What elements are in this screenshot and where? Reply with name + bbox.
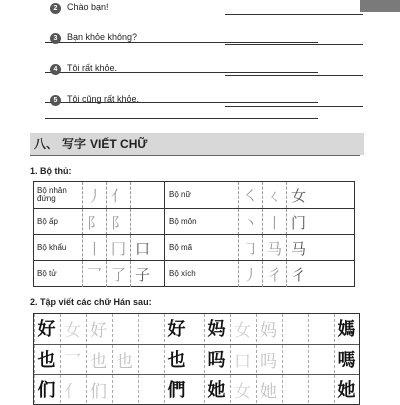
radical-row xyxy=(34,234,354,261)
item-text: Chào bạn! xyxy=(67,2,109,12)
item-number-badge: 5 xyxy=(50,95,61,106)
model-character: 们 xyxy=(34,375,58,403)
radical-label: Bộ môn xyxy=(169,216,197,226)
answer-line[interactable] xyxy=(225,75,363,76)
section-number: 八、 xyxy=(34,137,59,151)
stroke-cell[interactable]: 马 xyxy=(262,235,286,261)
stroke-cell[interactable]: 乛 xyxy=(82,261,106,287)
stroke-cell[interactable]: 阝 xyxy=(82,209,106,235)
section-rule xyxy=(30,155,360,156)
item-text: Bạn khỏe không? xyxy=(67,32,138,42)
practice-cell[interactable]: 好 xyxy=(86,314,110,342)
item-text: Tôi rất khỏe. xyxy=(67,63,118,73)
stroke-cell[interactable] xyxy=(130,182,154,208)
stroke-cell[interactable]: 彳 xyxy=(262,261,286,287)
practice-cell[interactable] xyxy=(308,345,332,373)
practice-cell[interactable]: 她 xyxy=(334,375,358,403)
exercise-item xyxy=(45,61,345,81)
practice-cell[interactable]: 们 xyxy=(86,375,110,403)
stroke-cell[interactable]: 门 xyxy=(286,209,310,235)
answer-line[interactable] xyxy=(45,118,318,119)
practice-cell[interactable]: 嗎 xyxy=(334,345,358,373)
stroke-cell[interactable]: 丿 xyxy=(82,182,106,208)
practice-cell[interactable]: 們 xyxy=(164,375,188,403)
model-character: 妈 xyxy=(204,314,228,342)
practice-title: 2. Tập viết các chữ Hán sau: xyxy=(30,297,152,307)
radicals-title: 1. Bộ thủ: xyxy=(30,166,72,176)
model-character: 也 xyxy=(34,345,58,373)
practice-cell[interactable] xyxy=(138,345,162,373)
item-text: Tôi cũng rất khỏe. xyxy=(67,94,140,104)
radical-row xyxy=(34,182,354,208)
section-title-vietnamese: VIẾT CHỮ xyxy=(90,137,148,151)
exercise-item xyxy=(45,92,345,112)
practice-cell[interactable]: 口 xyxy=(230,345,254,373)
radical-label: Bộ xích xyxy=(169,268,196,278)
answer-line[interactable] xyxy=(225,106,363,107)
practice-cell[interactable] xyxy=(308,375,332,403)
stroke-cell[interactable] xyxy=(130,209,154,235)
answer-line[interactable] xyxy=(225,14,363,15)
practice-row xyxy=(34,374,359,403)
practice-row xyxy=(34,344,359,373)
stroke-cell[interactable]: 了 xyxy=(106,261,130,287)
exercise-item xyxy=(45,30,345,50)
practice-cell[interactable]: 也 xyxy=(164,345,188,373)
practice-cell[interactable]: 也 xyxy=(112,345,136,373)
stroke-cell[interactable]: 阝 xyxy=(106,209,130,235)
practice-cell[interactable]: 好 xyxy=(164,314,188,342)
radical-label: Bộ nhân đứng xyxy=(37,185,67,203)
radical-label: Bộ mã xyxy=(169,242,193,252)
practice-cell[interactable] xyxy=(138,375,162,403)
answer-line[interactable] xyxy=(225,44,363,45)
stroke-cell[interactable]: 子 xyxy=(130,261,154,287)
practice-cell[interactable] xyxy=(308,314,332,342)
practice-cell[interactable]: 乛 xyxy=(60,345,84,373)
section-title-chinese: 写字 xyxy=(62,137,87,151)
practice-cell[interactable] xyxy=(112,314,136,342)
radical-row xyxy=(34,260,354,287)
practice-cell[interactable]: 女 xyxy=(60,314,84,342)
practice-cell[interactable] xyxy=(282,314,306,342)
practice-row xyxy=(34,314,359,342)
radical-row xyxy=(34,208,354,235)
practice-cell[interactable]: 媽 xyxy=(334,314,358,342)
radical-table xyxy=(33,181,355,287)
model-character: 好 xyxy=(34,314,58,342)
stroke-cell[interactable]: 女 xyxy=(286,182,310,208)
practice-cell[interactable]: 亻 xyxy=(60,375,84,403)
radical-label: Bộ nữ xyxy=(169,189,191,199)
exercise-item xyxy=(45,0,345,20)
stroke-cell[interactable]: ㄑ xyxy=(262,182,286,208)
model-character: 她 xyxy=(204,375,228,403)
practice-cell[interactable] xyxy=(282,375,306,403)
practice-cell[interactable] xyxy=(138,314,162,342)
practice-cell[interactable]: 她 xyxy=(256,375,280,403)
stroke-cell[interactable]: 丶 xyxy=(238,209,262,235)
practice-cell[interactable] xyxy=(282,345,306,373)
item-number-badge: 2 xyxy=(50,3,61,14)
stroke-cell[interactable]: 丨 xyxy=(82,235,106,261)
stroke-cell[interactable]: 马 xyxy=(286,235,310,261)
radical-label: Bộ khẩu xyxy=(37,242,67,252)
practice-cell[interactable]: 妈 xyxy=(256,314,280,342)
page-corner-tab xyxy=(360,0,400,12)
item-number-badge: 3 xyxy=(50,33,61,44)
item-number-badge: 4 xyxy=(50,64,61,75)
stroke-cell[interactable]: 口 xyxy=(130,235,154,261)
practice-cell[interactable]: 女 xyxy=(230,314,254,342)
radical-label: Bộ tử xyxy=(37,268,57,278)
section-header xyxy=(30,133,364,155)
practice-grid xyxy=(33,313,360,405)
model-character: 吗 xyxy=(204,345,228,373)
stroke-cell[interactable]: 丨 xyxy=(262,209,286,235)
stroke-cell[interactable]: 亻 xyxy=(106,182,130,208)
practice-cell[interactable] xyxy=(112,375,136,403)
stroke-cell[interactable]: 丿 xyxy=(238,261,262,287)
stroke-cell[interactable]: 冂 xyxy=(106,235,130,261)
stroke-cell[interactable]: ㇆ xyxy=(238,235,262,261)
radical-label: Bộ ấp xyxy=(37,216,58,226)
stroke-cell[interactable]: 彳 xyxy=(286,261,310,287)
practice-cell[interactable]: 也 xyxy=(86,345,110,373)
practice-cell[interactable]: 吗 xyxy=(256,345,280,373)
stroke-cell[interactable]: ㇛ xyxy=(238,182,262,208)
practice-cell[interactable]: 女 xyxy=(230,375,254,403)
